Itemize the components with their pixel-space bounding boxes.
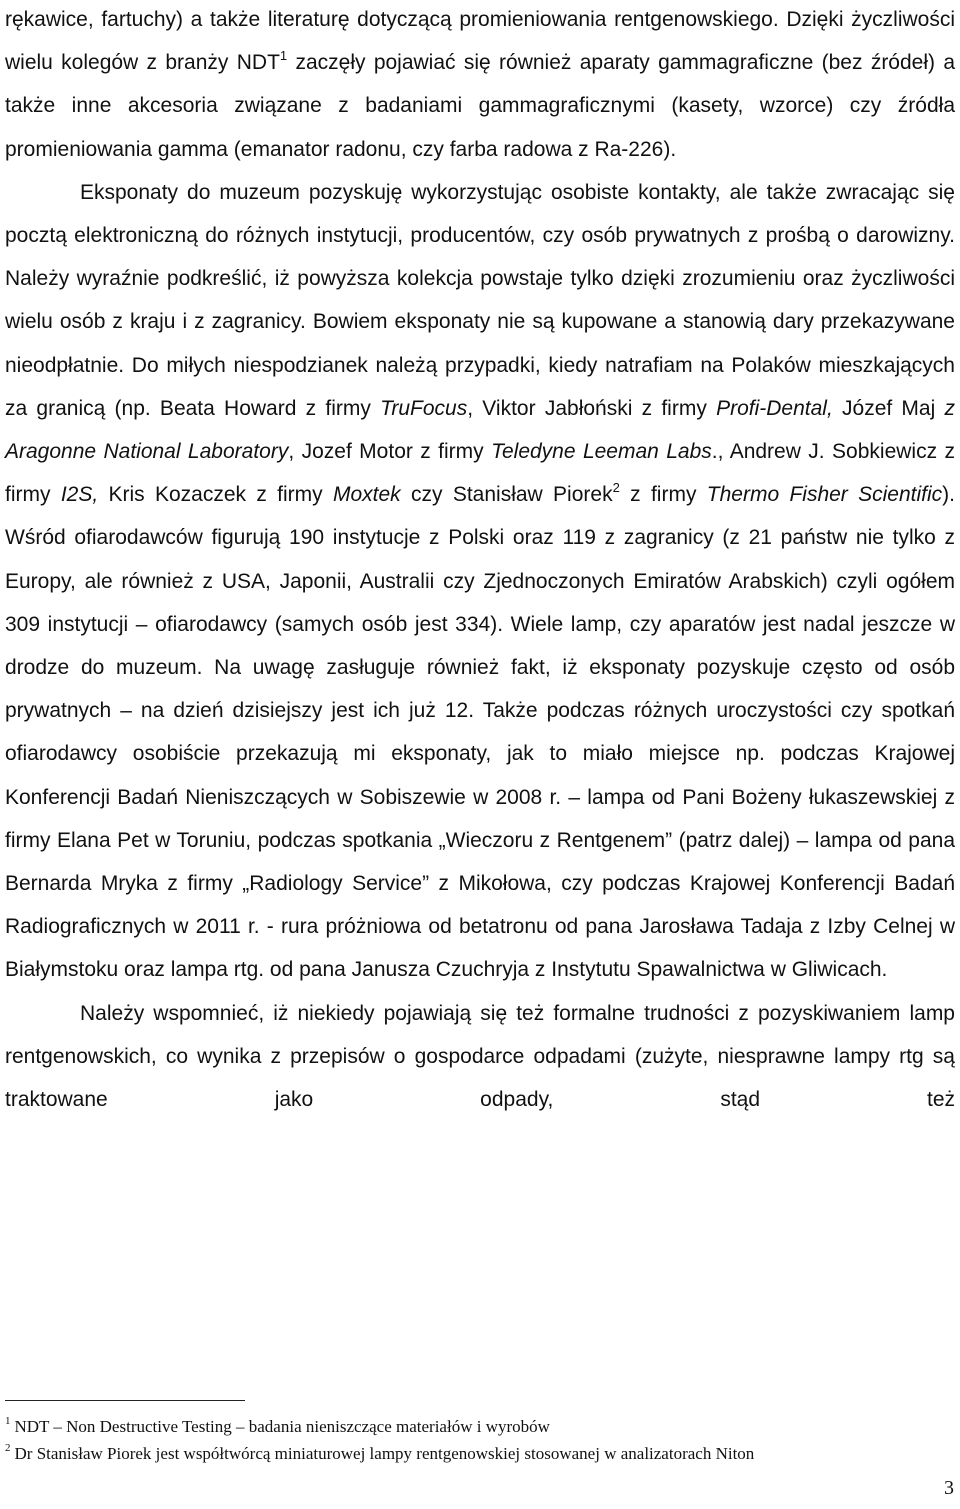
company-name: I2S, (60, 483, 99, 507)
company-name: Profi-Dental, (716, 396, 833, 420)
paragraph-3 (5, 992, 955, 1122)
text-run: , Jozef Motor z firmy (288, 440, 492, 464)
company-name: Teledyne Leeman Labs (491, 440, 712, 464)
paragraph-2 (5, 171, 955, 992)
footnote-number: 1 (5, 1415, 11, 1428)
body-text (5, 0, 955, 1121)
footnote-separator (5, 1400, 245, 1401)
company-name: Thermo Fisher Scientific (706, 483, 943, 507)
footnote-ref-1: 1 (279, 48, 288, 64)
text-run: rękawice, fartuchy) a także literaturę dotyczącą promieniowania rentgenowskiego. Dzięki życzliwości wielu kolegów z branży NDT (5, 8, 955, 75)
company-name: TruFocus (380, 396, 468, 420)
company-name: z Aragonne National Laboratory (5, 396, 956, 464)
footnote-1 (5, 1413, 955, 1440)
text-run: Eksponaty do muzeum pozyskuję wykorzystując osobiste kontakty, ale także zwracając się pocztą elektroniczną do różnych instytucji, producentów, czy osób prywatnych z prośbą o darowizny. Należy wyraźnie podkreślić, iż powyższa kolekcja powstaje tylko dzięki zrozumieniu oraz życzliwości wielu osób z kraju i z zagranicy. Bowiem eksponaty nie są kupowane a stanowią dary przekazywane nieodpłatnie. Do miłych niespodzianek należą przypadki, kiedy natrafiam na Polaków mieszkających za granicą (np. Beata Howard z firmy (5, 180, 955, 420)
company-name: Moxtek (333, 483, 401, 507)
footnote-2 (5, 1440, 955, 1467)
footnote-number: 2 (5, 1442, 11, 1455)
footnote-ref-2: 2 (612, 480, 620, 496)
text-run: , Viktor Jabłoński z firmy (467, 396, 717, 420)
text-run: Kris Kozaczek z firmy (98, 483, 333, 507)
text-run: z firmy (619, 483, 707, 507)
footnote-text: Dr Stanisław Piorek jest współtwórcą miniaturowej lampy rentgenowskiej stosowanej w analizatorach Niton (14, 1444, 755, 1463)
text-run: Józef Maj (832, 396, 945, 420)
paragraph-1 (5, 0, 955, 171)
text-run: ., Andrew J. Sobkiewicz z firmy (5, 440, 955, 507)
footnote-text: NDT – Non Destructive Testing – badania nieniszczące materiałów i wyrobów (14, 1417, 550, 1436)
text-run: zaczęły pojawiać się również aparaty gammagraficzne (bez źródeł) a także inne akcesoria związane z badaniami gammagraficznymi (kasety, wzorce) czy źródła promieniowania gamma (emanator radonu, czy farba radowa z Ra-226). (5, 51, 956, 161)
text-run: ). Wśród ofiarodawców figurują 190 instytucje z Polski oraz 119 z zagranicy (z 21 państw nie tylko z Europy, ale również z USA, Japonii, Australii czy Zjednoczonych Emiratów Arabskich) czyli ogółem 309 instytucji – ofiarodawcy (samych osób jest 334). Wiele lamp, czy aparatów jest nadal jeszcze w drodze do muzeum. Na uwagę zasługuje również fakt, iż eksponaty pozyskuje często od osób prywatnych – na dzień dzisiejszy jest ich już 12. Także podczas różnych uroczystości czy spotkań ofiarodawcy osobiście przekazują mi eksponaty, jak to miało miejsce np. podczas Krajowej Konferencji Badań Nieniszczących w Sobiszewie w 2008 r. – lampa od Pani Bożeny łukaszewskiej z firmy Elana Pet w Toruniu, podczas spotkania „Wieczoru z Rentgenem” (patrz dalej) – lampa od pana Bernarda Mryka z firmy „Radiology Service” z Mikołowa, czy podczas Krajowej Konferencji Badań Radiograficznych w 2011 r. - rura próżniowa od betatronu od pana Jarosława Tadaja z Izby Celnej w Białymstoku oraz lampa rtg. od pana Janusza Czuchryja z Instytutu Spawalnictwa w Gliwicach. (5, 483, 955, 982)
page-number: 3 (944, 1477, 954, 1499)
footnotes (5, 1413, 955, 1467)
text-run: Należy wspomnieć, iż niekiedy pojawiają się też formalne trudności z pozyskiwaniem lamp rentgenowskich, co wynika z przepisów o gospodarce odpadami (zużyte, niesprawne lampy rtg są traktowane jako odpady, stąd też (5, 1001, 955, 1112)
text-run: czy Stanisław Piorek (400, 483, 613, 507)
